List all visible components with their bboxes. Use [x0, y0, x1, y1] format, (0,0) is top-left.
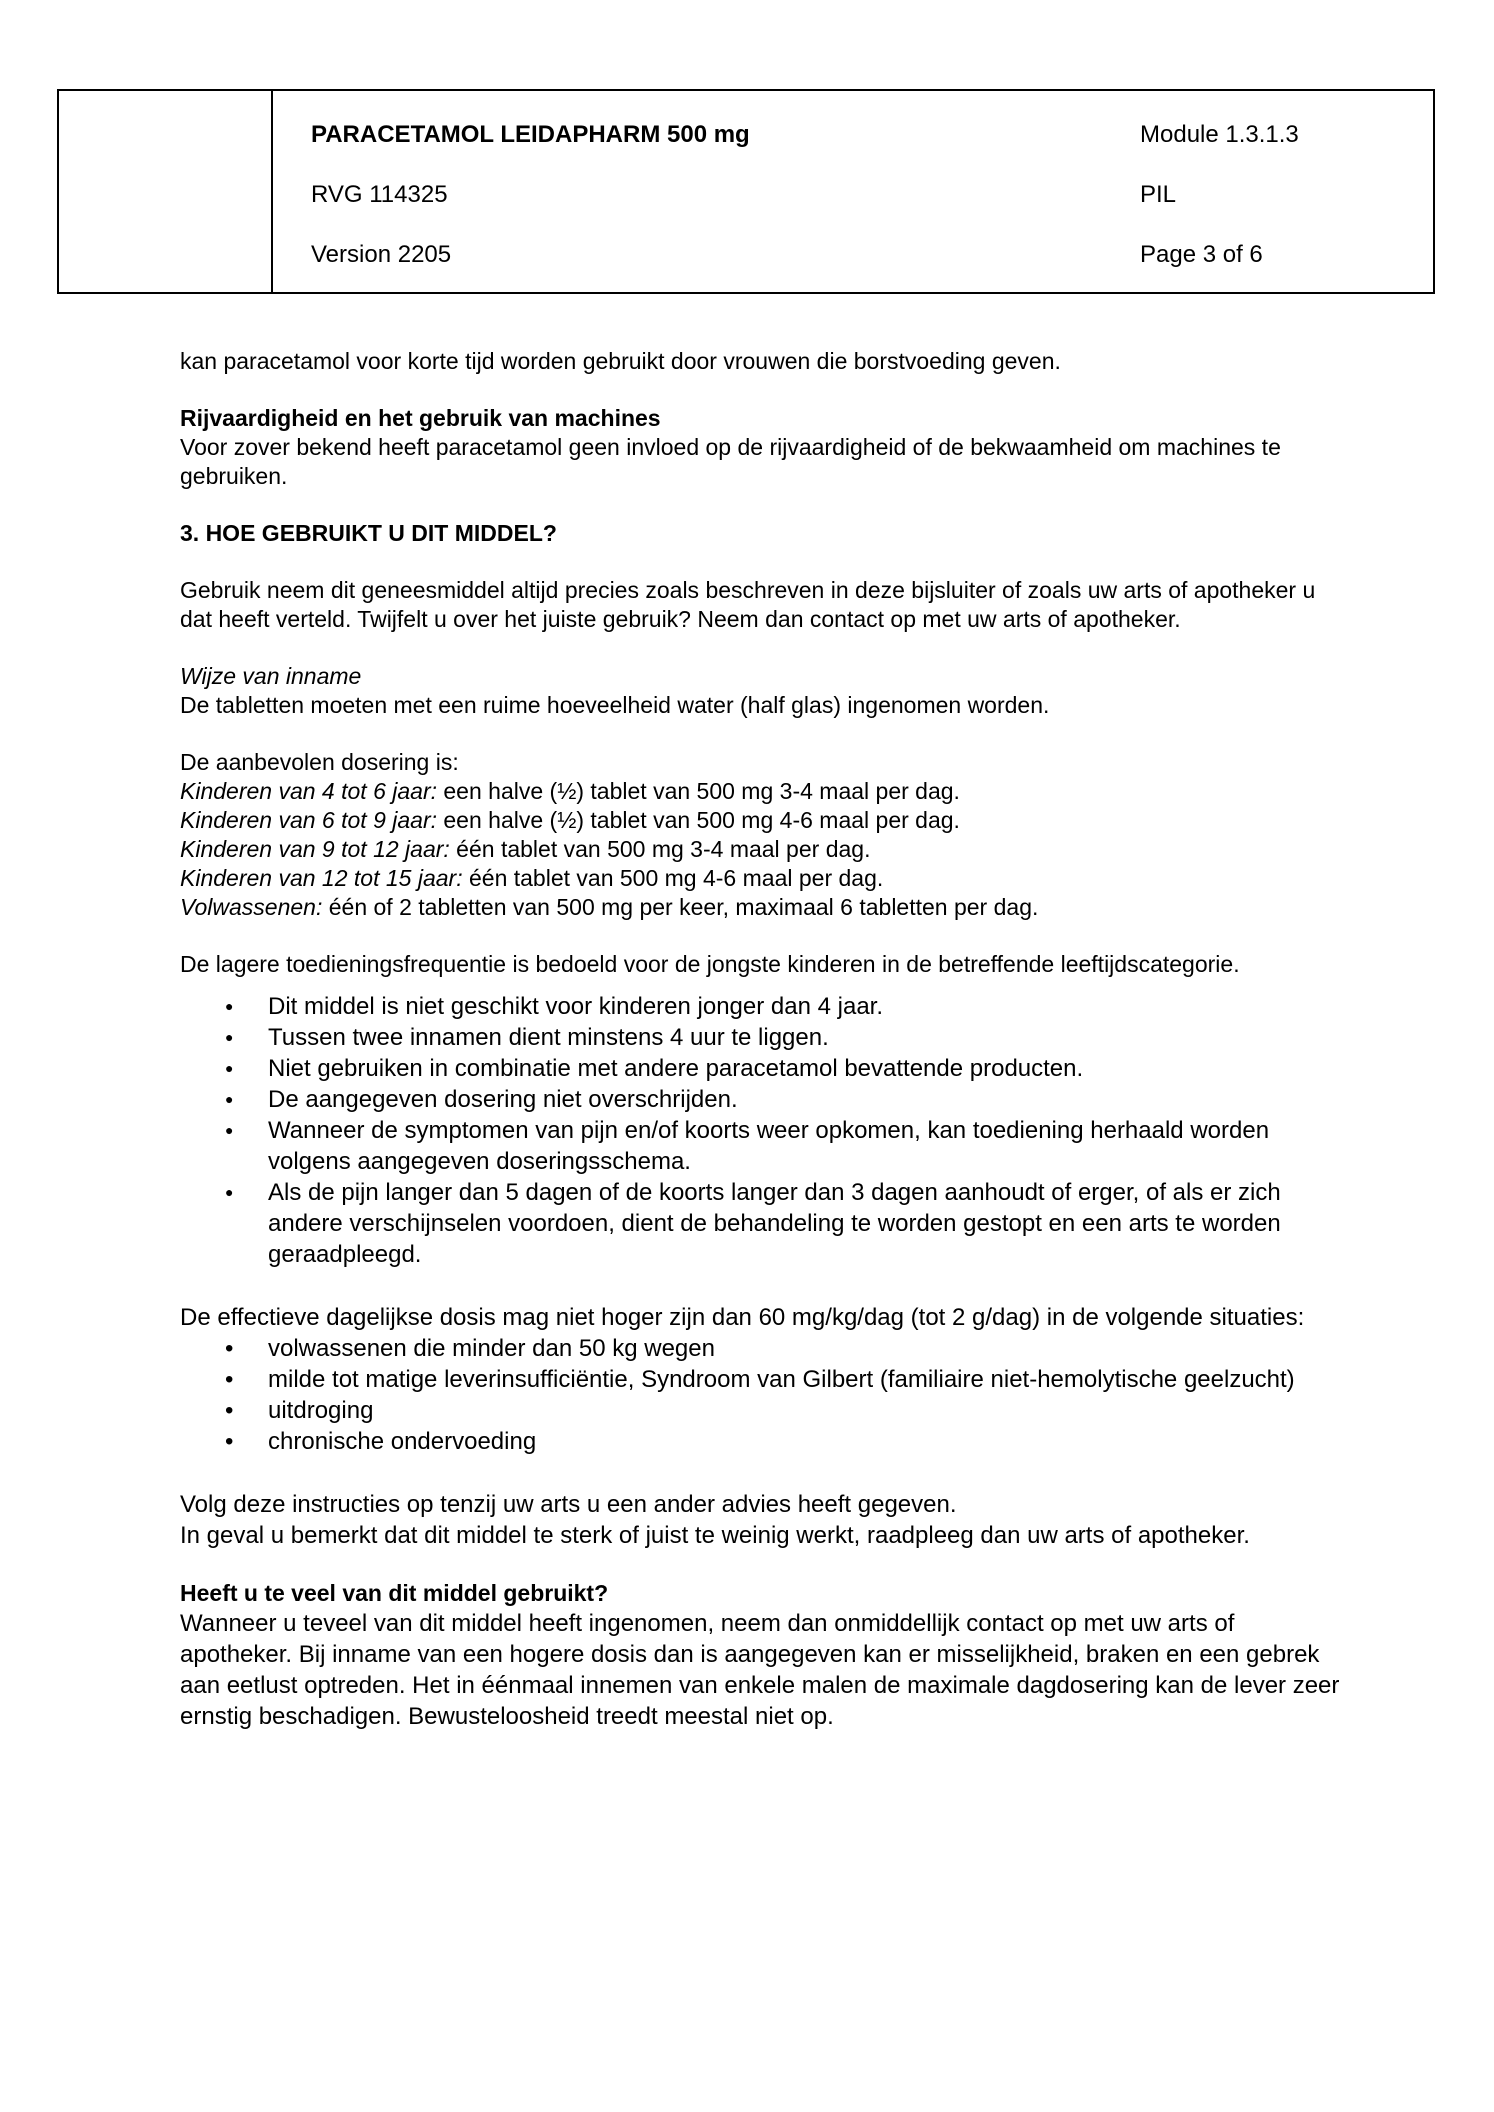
max-dose-intro: De effectieve dagelijkse dosis mag niet hoger zijn dan 60 mg/kg/dag (tot 2 g/dag) in de volgende situaties:: [180, 1304, 1305, 1331]
section-3-text: Gebruik neem dit geneesmiddel altijd precies zoals beschreven in deze bijsluiter of zoals uw arts of apotheker u dat heeft verteld. Twijfelt u over het juiste gebruik? Neem dan contact op met uw arts of apotheker.: [180, 577, 1316, 632]
product-name: PARACETAMOL LEIDAPHARM 500 mg: [311, 121, 750, 148]
overdose-text: Wanneer u teveel van dit middel heeft ingenomen, neem dan onmiddellijk contact op met uw arts of apotheker. Bij inname van een hogere dosis dan is aangegeven kan er misselijkheid, braken en een gebrek aan eetlust optreden. Het in éénmaal innemen van enkele malen de maximale dagdosering kan de lever zeer ernstig beschadigen. Bewusteloosheid treedt meestal niet op.: [180, 1610, 1340, 1730]
situation-item: • chronische ondervoeding: [180, 1426, 1340, 1457]
module-number: Module 1.3.1.3: [1140, 121, 1299, 148]
warning-item: ● Niet gebruiken in combinatie met andere paracetamol bevattende producten.: [180, 1053, 1340, 1084]
dosage-intro: De aanbevolen dosering is:: [180, 749, 459, 775]
driving-heading: Rijvaardigheid en het gebruik van machines: [180, 405, 661, 431]
driving-text: Voor zover bekend heeft paracetamol geen invloed op de rijvaardigheid of de bekwaamheid om machines te gebruiken.: [180, 434, 1281, 489]
version-number: Version 2205: [311, 241, 452, 268]
situation-item: • volwassenen die minder dan 50 kg wegen: [180, 1333, 1340, 1364]
dosage-group: Kinderen van 6 tot 9 jaar:: [180, 807, 437, 833]
effect-advice: In geval u bemerkt dat dit middel te sterk of juist te weinig werkt, raadpleeg dan uw arts of apotheker.: [180, 1522, 1250, 1549]
document-type: PIL: [1140, 181, 1177, 208]
dosage-amount: één tablet van 500 mg 3-4 maal per dag.: [449, 836, 871, 862]
dosage-line: [180, 893, 1340, 922]
warnings-list: [180, 991, 1340, 1270]
rvg-number: RVG 114325: [311, 181, 448, 208]
warning-item: ● Tussen twee innamen dient minstens 4 uur te liggen.: [180, 1022, 1340, 1053]
dosage-group: Kinderen van 12 tot 15 jaar:: [180, 865, 463, 891]
dosage-amount: een halve (½) tablet van 500 mg 4-6 maal per dag.: [437, 807, 960, 833]
dosage-list: [180, 777, 1340, 922]
page-number: Page 3 of 6: [1140, 241, 1263, 268]
dosage-group: Volwassenen:: [180, 894, 323, 920]
intro-text: kan paracetamol voor korte tijd worden gebruikt door vrouwen die borstvoeding geven.: [180, 348, 1061, 374]
overdose-heading: Heeft u te veel van dit middel gebruikt?: [180, 1580, 609, 1606]
dosage-group: Kinderen van 9 tot 12 jaar:: [180, 836, 450, 862]
dosage-line: [180, 806, 1340, 835]
warning-item: ● Wanneer de symptomen van pijn en/of koorts weer opkomen, kan toediening herhaald worden volgens aangegeven doseringsschema.: [180, 1115, 1340, 1177]
follow-instructions: Volg deze instructies op tenzij uw arts u een ander advies heeft gegeven.: [180, 1491, 957, 1518]
warning-item: ● De aangegeven dosering niet overschrijden.: [180, 1084, 1340, 1115]
method-heading: Wijze van inname: [180, 663, 362, 689]
situations-list: [180, 1333, 1340, 1457]
document-header: [57, 89, 1435, 294]
logo-cell: [59, 91, 273, 292]
dosage-line: [180, 777, 1340, 806]
dosage-amount: één tablet van 500 mg 4-6 maal per dag.: [462, 865, 884, 891]
dosage-amount: één of 2 tabletten van 500 mg per keer, maximaal 6 tabletten per dag.: [322, 894, 1039, 920]
document-body: [180, 347, 1340, 1732]
warning-item: ● Dit middel is niet geschikt voor kinderen jonger dan 4 jaar.: [180, 991, 1340, 1022]
frequency-note: De lagere toedieningsfrequentie is bedoeld voor de jongste kinderen in de betreffende leeftijdscategorie.: [180, 951, 1240, 977]
dosage-amount: een halve (½) tablet van 500 mg 3-4 maal per dag.: [437, 778, 960, 804]
warning-item: ● Als de pijn langer dan 5 dagen of de koorts langer dan 3 dagen aanhoudt of erger, of als er zich andere verschijnselen voordoen, dient de behandeling te worden gestopt en een arts te worden geraadpleegd.: [180, 1177, 1340, 1270]
dosage-group: Kinderen van 4 tot 6 jaar:: [180, 778, 437, 804]
dosage-line: [180, 835, 1340, 864]
dosage-line: [180, 864, 1340, 893]
method-text: De tabletten moeten met een ruime hoeveelheid water (half glas) ingenomen worden.: [180, 692, 1050, 718]
section-3-heading: 3. HOE GEBRUIKT U DIT MIDDEL?: [180, 520, 557, 546]
situation-item: • uitdroging: [180, 1395, 1340, 1426]
situation-item: • milde tot matige leverinsufficiëntie, Syndroom van Gilbert (familiaire niet-hemolytische geelzucht): [180, 1364, 1340, 1395]
